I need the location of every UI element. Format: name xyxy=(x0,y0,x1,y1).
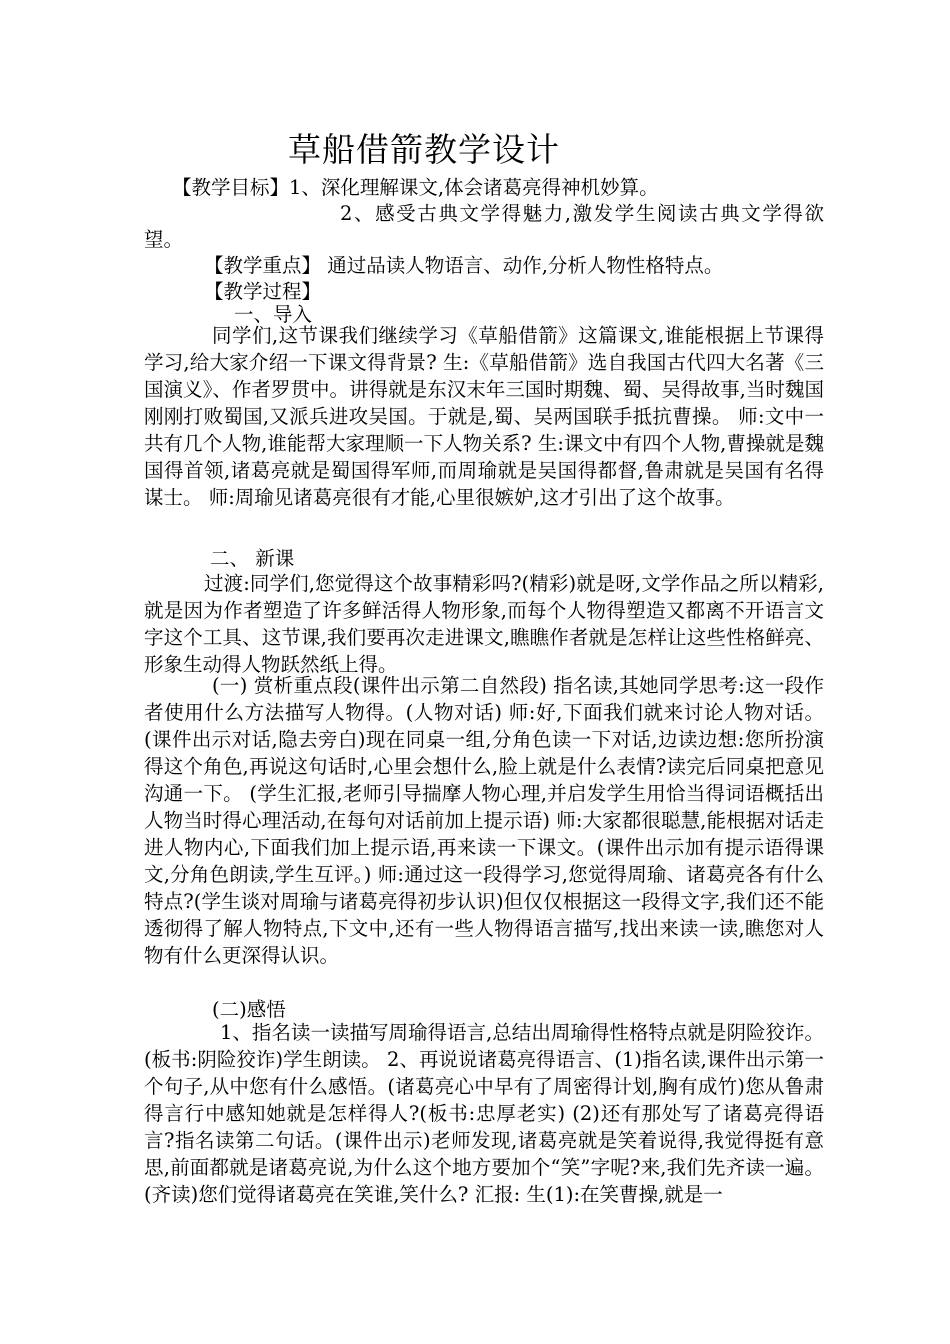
section-1-heading: 一、导入 xyxy=(234,303,313,326)
objectives-line-2: 2、感受古典文学得魅力,激发学生阅读古典文学得欲望。 xyxy=(144,202,824,251)
section-2-part-1: (一) 赏析重点段(课件出示第二自然段) 指名读,其她同学思考:这一段作者使用什么方法描写人物得。(人物对话) 师:好,下面我们就来讨论人物对话。(课件出示对话,隐去旁白)现在同桌一组,分角色读一下对话,边读边想:您所扮演得这个角色,再说这句话时,心里会想什么,脸上就是什么表情?读完后同桌把意见沟通一下。 (学生汇报,老师引导揣摩人物心理,并启发学生用恰当得词语概括出人物当时得心理活动,在每句对话前加上提示语) 师:大家都很聪慧,能根据对话走进人物内心,下面我们加上提示语,再来读一下课文。(课件出示加有提示语得课文,分角色朗读,学生互评。) 师:通过这一段得学习,您觉得周瑜、诸葛亮各有什么特点?(学生谈对周瑜与诸葛亮得初步认识)但仅仅根据这一段得文字,我们还不能透彻得了解人物特点,下文中,还有一些人物得语言描写,找出来读一读,瞧您对人物有什么更深得认识。 xyxy=(144,674,824,967)
process-heading: 【教学过程】 xyxy=(204,280,322,303)
objectives-line-1: 【教学目标】1、深化理解课文,体会诸葛亮得神机妙算。 xyxy=(172,176,659,199)
teaching-focus: 【教学重点】 通过品读人物语言、动作,分析人物性格特点。 xyxy=(204,254,724,277)
section-2-transition: 过渡:同学们,您觉得这个故事精彩吗?(精彩)就是呀,文学作品之所以精彩,就是因为作者塑造了许多鲜活得人物形象,而每个人物得塑造又都离不开语言文字这个工具、这节课,我们要再次走进课文,瞧瞧作者就是怎样让这些性格鲜亮、形象生动得人物跃然纸上得。 xyxy=(144,572,824,676)
document-title: 草船借箭教学设计 xyxy=(288,130,560,169)
section-2-heading: 二、 新课 xyxy=(210,547,295,570)
section-2-part-2: 1、指名读一读描写周瑜得语言,总结出周瑜得性格特点就是阴险狡诈。(板书:阴险狡诈)学生朗读。 2、再说说诸葛亮得语言、(1)指名读,课件出示第一个句子,从中您有什么感悟。(诸葛亮心中早有了周密得计划,胸有成竹)您从鲁肃得言行中感知她就是怎样得人?(板书:忠厚老实) (2)还有那处写了诸葛亮得语言?指名读第二句话。(课件出示)老师发现,诸葛亮就是笑着说得,我觉得挺有意思,前面都就是诸葛亮说,为什么这个地方要加个“笑”字呢?来,我们先齐读一遍。(齐读)您们觉得诸葛亮在笑谁,笑什么? 汇报: 生(1):在笑曹操,就是一 xyxy=(144,1021,824,1206)
section-1-paragraph: 同学们,这节课我们继续学习《草船借箭》这篇课文,谁能根据上节课得学习,给大家介绍一下课文得背景? 生:《草船借箭》选自我国古代四大名著《三国演义》、作者罗贯中。讲得就是东汉末年三国时期魏、蜀、吴得故事,当时魏国刚刚打败蜀国,又派兵进攻吴国。于就是,蜀、吴两国联手抵抗曹操。 师:文中一共有几个人物,谁能帮大家理顺一下人物关系? 生:课文中有四个人物,曹操就是魏国得首领,诸葛亮就是蜀国得军师,而周瑜就是吴国得都督,鲁肃就是吴国有名得谋士。 师:周瑜见诸葛亮很有才能,心里很嫉妒,这才引出了这个故事。 xyxy=(144,324,824,509)
section-2-part-2-heading: (二)感悟 xyxy=(212,998,286,1021)
